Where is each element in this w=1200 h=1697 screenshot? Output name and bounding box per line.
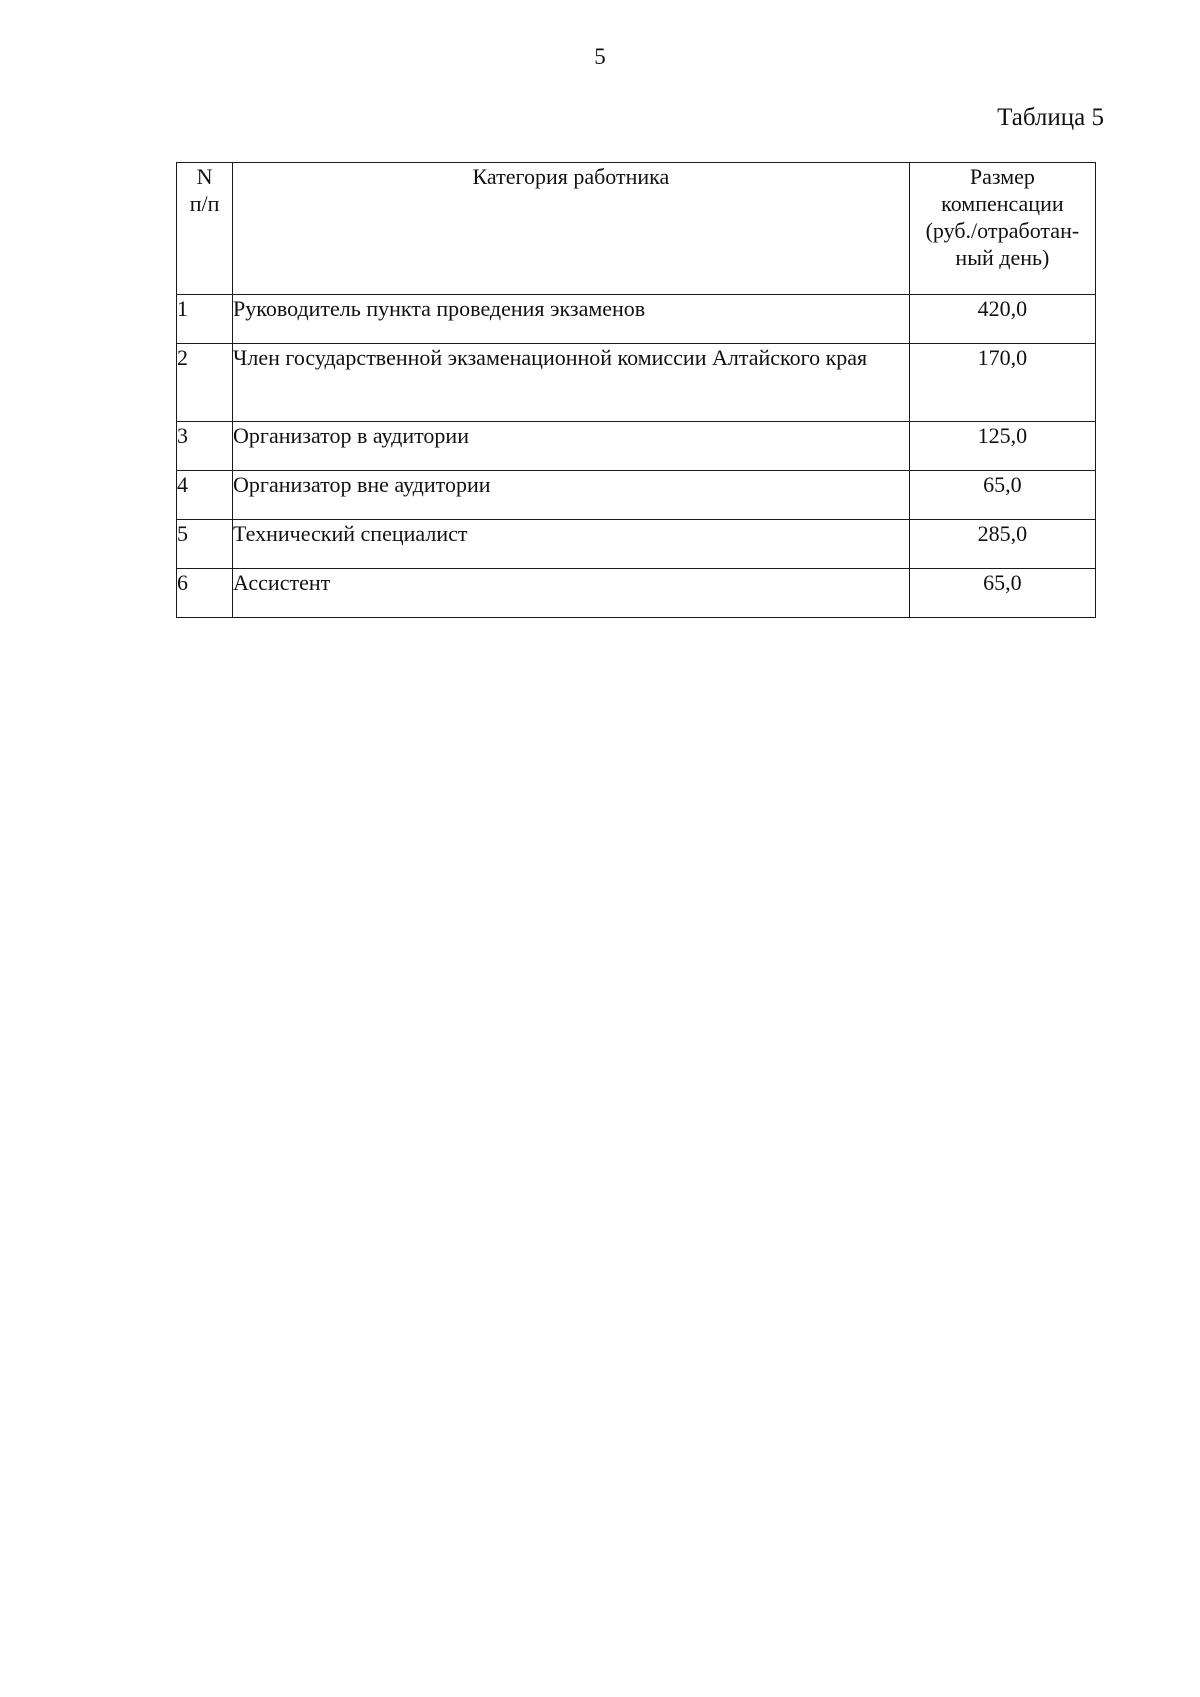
row-compensation: 65,0 [909, 471, 1095, 520]
column-header-compensation-line: Размер [969, 164, 1035, 189]
column-header-number-line: п/п [189, 191, 220, 216]
table-row [177, 471, 1096, 520]
row-number: 5 [177, 520, 233, 569]
row-number: 1 [177, 295, 233, 344]
row-category: Организатор вне аудитории [233, 471, 910, 520]
column-header-compensation-line: компенсации [941, 191, 1064, 216]
row-compensation: 65,0 [909, 569, 1095, 618]
row-number: 2 [177, 344, 233, 422]
row-number: 4 [177, 471, 233, 520]
row-compensation: 285,0 [909, 520, 1095, 569]
row-category: Организатор в аудитории [233, 422, 910, 471]
column-header-number-line: N [196, 164, 213, 189]
table-header-row [177, 163, 1096, 295]
row-number: 3 [177, 422, 233, 471]
column-header-compensation-line: ный день) [955, 245, 1050, 270]
compensation-table [176, 162, 1096, 618]
row-category: Технический специалист [233, 520, 910, 569]
row-category: Руководитель пункта проведения экзаменов [233, 295, 910, 344]
page-number: 5 [594, 44, 606, 69]
table-row [177, 344, 1096, 422]
column-header-compensation [909, 163, 1095, 295]
row-compensation: 125,0 [909, 422, 1095, 471]
column-header-category: Категория работника [233, 163, 910, 295]
row-compensation: 420,0 [909, 295, 1095, 344]
column-header-compensation-line: (руб./отработан- [925, 218, 1080, 243]
table-row [177, 422, 1096, 471]
row-category: Член государственной экзаменационной комиссии Алтайского края [233, 344, 910, 422]
table-row [177, 569, 1096, 618]
column-header-number [177, 163, 233, 295]
table-row [177, 520, 1096, 569]
table-caption: Таблица 5 [997, 104, 1104, 131]
row-number: 6 [177, 569, 233, 618]
row-category: Ассистент [233, 569, 910, 618]
row-compensation: 170,0 [909, 344, 1095, 422]
table-row [177, 295, 1096, 344]
